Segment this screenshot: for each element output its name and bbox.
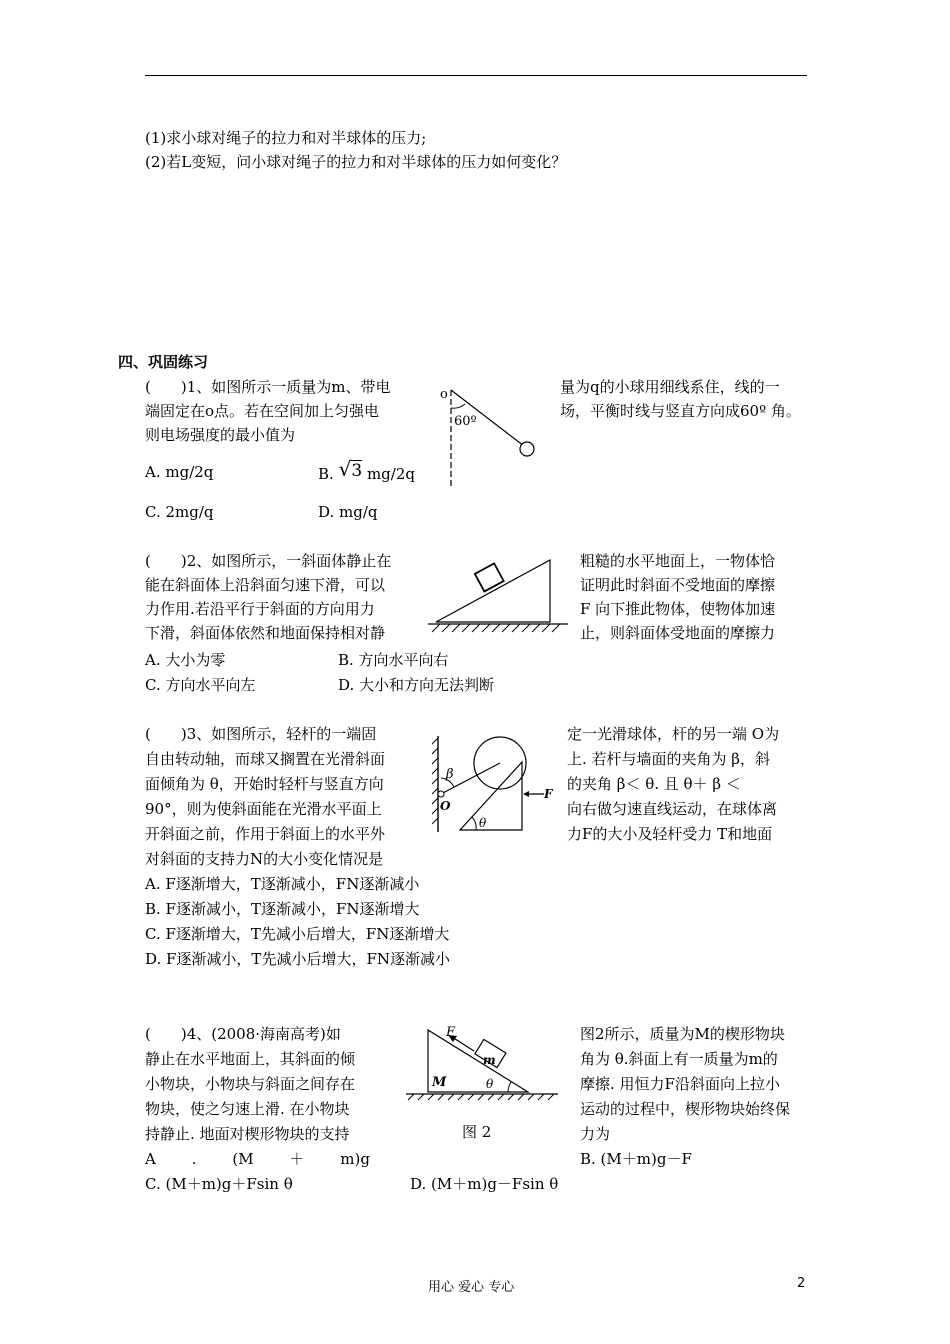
p3-option-c: C. F逐渐增大，T先减小后增大，FN逐渐增大 [145,925,450,943]
fig-label-o: o [440,387,448,402]
p1-option-b: B. √3 mg/2q [318,457,415,483]
p4-option-c: C. (M＋m)g＋Fsin θ [145,1175,293,1193]
fig-label-big-m: M [432,1075,447,1090]
p1-left-line: 端固定在o点。若在空间加上匀强电 [145,402,380,420]
incline-figure [428,552,568,634]
fig-label-o: O [440,799,451,813]
p1-option-d: D. mg/q [318,503,378,521]
p2-option-d: D. 大小和方向无法判断 [338,676,495,694]
p2-left-line: ( )2、如图所示，一斜面体静止在 [145,552,392,570]
header-rule [145,75,807,76]
p4-option-d: D. (M＋m)g－Fsin θ [410,1175,559,1193]
page-number: 2 [797,1276,806,1291]
p4-left-line: 物块，使之匀速上滑. 在小物块 [145,1100,350,1118]
p2-right-line: 证明此时斜面不受地面的摩擦 [580,576,776,594]
p4-left-line: 小物块，小物块与斜面之间存在 [145,1075,356,1093]
fig-label-theta: θ [486,1077,494,1091]
p1-right-line: 量为q的小球用细线系住，线的一 [560,378,780,396]
incline-triangle [460,762,522,830]
pivot-icon [438,791,444,797]
fig-label-f: F [544,787,553,801]
p3-left-line: 开斜面之前，作用于斜面上的水平外 [145,825,386,843]
p4-option-b: B. (M＋m)g－F [580,1150,692,1168]
p3-left-line: 自由转动轴，而球又搁置在光滑斜面 [145,750,386,768]
rod-sphere-figure [432,728,557,834]
p2-left-line: 能在斜面体上沿斜面匀速下滑，可以 [145,576,386,594]
p3-right-line: 定一光滑球体，杆的另一端 O为 [567,725,780,743]
fig-label-f: F [446,1025,456,1040]
p2-right-line: 止，则斜面体受地面的摩擦力 [580,624,776,642]
sqrt-icon: √ [338,457,352,481]
p4-right-line: 摩擦. 用恒力F沿斜面向上拉小 [580,1075,780,1093]
p3-right-line: 的夹角 β＜ θ. 且 θ＋ β ＜ [567,775,741,793]
p1-right-line: 场，平衡时线与竖直方向成60º 角。 [560,402,801,420]
figure-caption: 图 2 [462,1123,492,1141]
p3-left-line: 90°，则为使斜面能在光滑水平面上 [145,800,382,818]
p4-right-line: 力为 [580,1125,611,1143]
fig-label-angle: 60º [454,414,477,429]
ground-hatch [408,1094,554,1100]
p4-left-line: 静止在水平地面上，其斜面的倾 [145,1050,356,1068]
fig-label-theta: θ [479,816,487,830]
p3-right-line: 上. 若杆与墙面的夹角为 β，斜 [567,750,770,768]
p1-left-line: 则电场强度的最小值为 [145,426,296,444]
ground-hatch [432,624,560,632]
pendulum-figure [436,378,546,490]
p2-option-a: A. 大小为零 [145,651,226,669]
wall-hatch [432,738,438,824]
arrow-head-icon [523,791,529,797]
p2-left-line: 力作用.若沿平行于斜面的方向用力 [145,600,375,618]
p4-right-line: 角为 θ.斜面上有一质量为m的 [580,1050,778,1068]
p3-right-line: 力F的大小及轻杆受力 T和地面 [567,825,773,843]
p3-right-line: 向右做匀速直线运动，在球体离 [567,800,778,818]
p3-left-line: ( )3、如图所示，轻杆的一端固 [145,725,377,743]
p1-option-c: C. 2mg/q [145,503,214,521]
p3-left-line: 面倾角为 θ，开始时轻杆与竖直方向 [145,775,384,793]
p1-left-line: ( )1、如图所示一质量为m、带电 [145,378,391,396]
p1-option-a: A. mg/2q [145,463,214,481]
angle-arc [451,404,465,408]
p4-right-line: 图2所示，质量为M的楔形物块 [580,1025,785,1043]
p2-right-line: F 向下推此物体，使物体加速 [580,600,776,618]
p3-option-b: B. F逐渐减小，T逐渐减小，FN逐渐增大 [145,900,420,918]
wedge-figure [402,1024,560,1124]
p3-left-line: 对斜面的支持力N的大小变化情况是 [145,850,384,868]
p3-option-a: A. F逐渐增大，T逐渐减小，FN逐渐减小 [145,875,420,893]
p3-option-d: D. F逐渐减小，T先减小后增大，FN逐渐减小 [145,950,450,968]
fig-label-beta: β [446,767,454,782]
p4-option-a: A . (M ＋ m)g [145,1150,370,1168]
p4-left-line: ( )4、(2008·海南高考)如 [145,1025,341,1043]
section-title: 四、巩固练习 [118,353,209,371]
p2-option-b: B. 方向水平向右 [338,651,449,669]
footer-slogan: 用心 爱心 专心 [428,1280,515,1295]
ball-icon [520,442,534,456]
p2-option-c: C. 方向水平向左 [145,676,256,694]
fig-label-m: m [483,1053,496,1067]
p2-left-line: 下滑，斜面体依然和地面保持相对静 [145,624,386,642]
question-2: (2)若L变短，问小球对绳子的拉力和对半球体的压力如何变化？ [145,153,567,171]
p2-right-line: 粗糙的水平地面上，一物体恰 [580,552,776,570]
question-1: (1)求小球对绳子的拉力和对半球体的压力; [145,129,427,147]
p4-left-line: 持静止. 地面对楔形物块的支持 [145,1125,350,1143]
p4-right-line: 运动的过程中，楔形物块始终保 [580,1100,791,1118]
